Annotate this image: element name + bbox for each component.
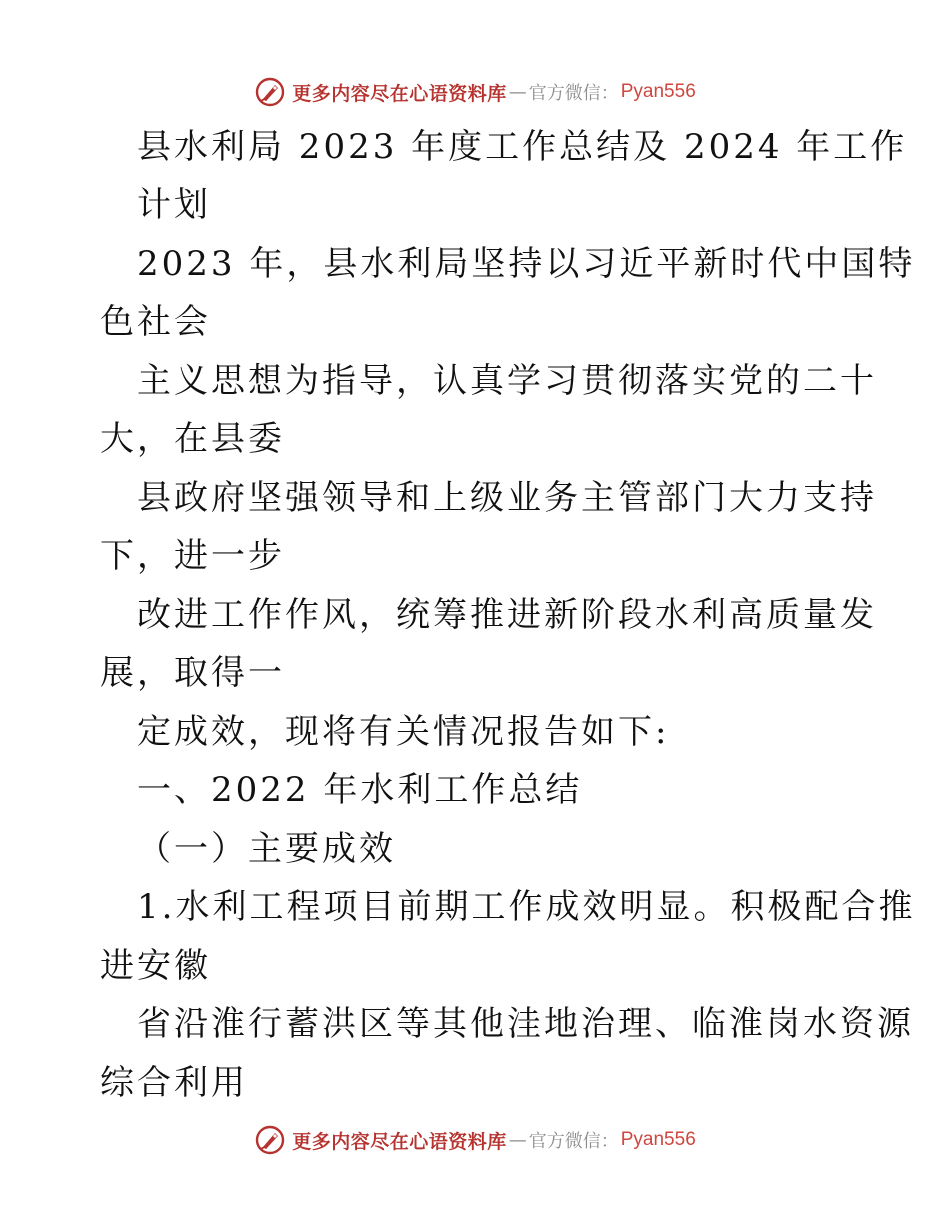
body-line: 县政府坚强领导和上级业务主管部门大力支持 (137, 478, 877, 518)
body-line: 大，在县委 (100, 419, 285, 459)
body-line: 主义思想为指导，认真学习贯彻落实党的二十 (137, 361, 877, 401)
watermark-separator: — (508, 1129, 527, 1151)
watermark-wechat-id: Pyan556 (620, 81, 696, 102)
body-line: 展，取得一 (100, 653, 285, 693)
body-line: 综合利用 (100, 1063, 248, 1103)
document-title-line-1: 县水利局 2023 年度工作总结及 2024 年工作 (137, 127, 908, 167)
body-line: 2023 年，县水利局坚持以习近平新时代中国特 (137, 244, 916, 284)
body-line: 色社会 (100, 302, 211, 342)
body-line: 省沿淮行蓄洪区等其他洼地治理、临淮岗水资源 (137, 1004, 914, 1044)
watermark-wechat-label: 官方微信： (528, 83, 619, 104)
subsection-heading: （一）主要成效 (137, 829, 396, 869)
watermark-wechat-id: Pyan556 (620, 1129, 696, 1150)
watermark-banner-bottom (0, 1120, 950, 1160)
watermark-separator: — (508, 81, 527, 103)
document-title-line-2: 计划 (137, 185, 211, 225)
body-line: 1.水利工程项目前期工作成效明显。积极配合推 (137, 887, 916, 927)
section-heading: 一、2022 年水利工作总结 (137, 770, 583, 810)
body-line: 下，进一步 (100, 536, 285, 576)
quill-pen-seal-icon (254, 76, 286, 108)
watermark-text: 更多内容尽在心语资料库 (292, 1130, 507, 1153)
watermark-text: 更多内容尽在心语资料库 (292, 82, 507, 105)
body-line: 改进工作作风，统筹推进新阶段水利高质量发 (137, 595, 877, 635)
quill-pen-seal-icon (254, 1124, 286, 1156)
body-line: 进安徽 (100, 946, 211, 986)
watermark-wechat-label: 官方微信： (528, 1131, 619, 1152)
watermark-banner-top (0, 72, 950, 112)
body-line: 定成效，现将有关情况报告如下: (137, 712, 670, 752)
